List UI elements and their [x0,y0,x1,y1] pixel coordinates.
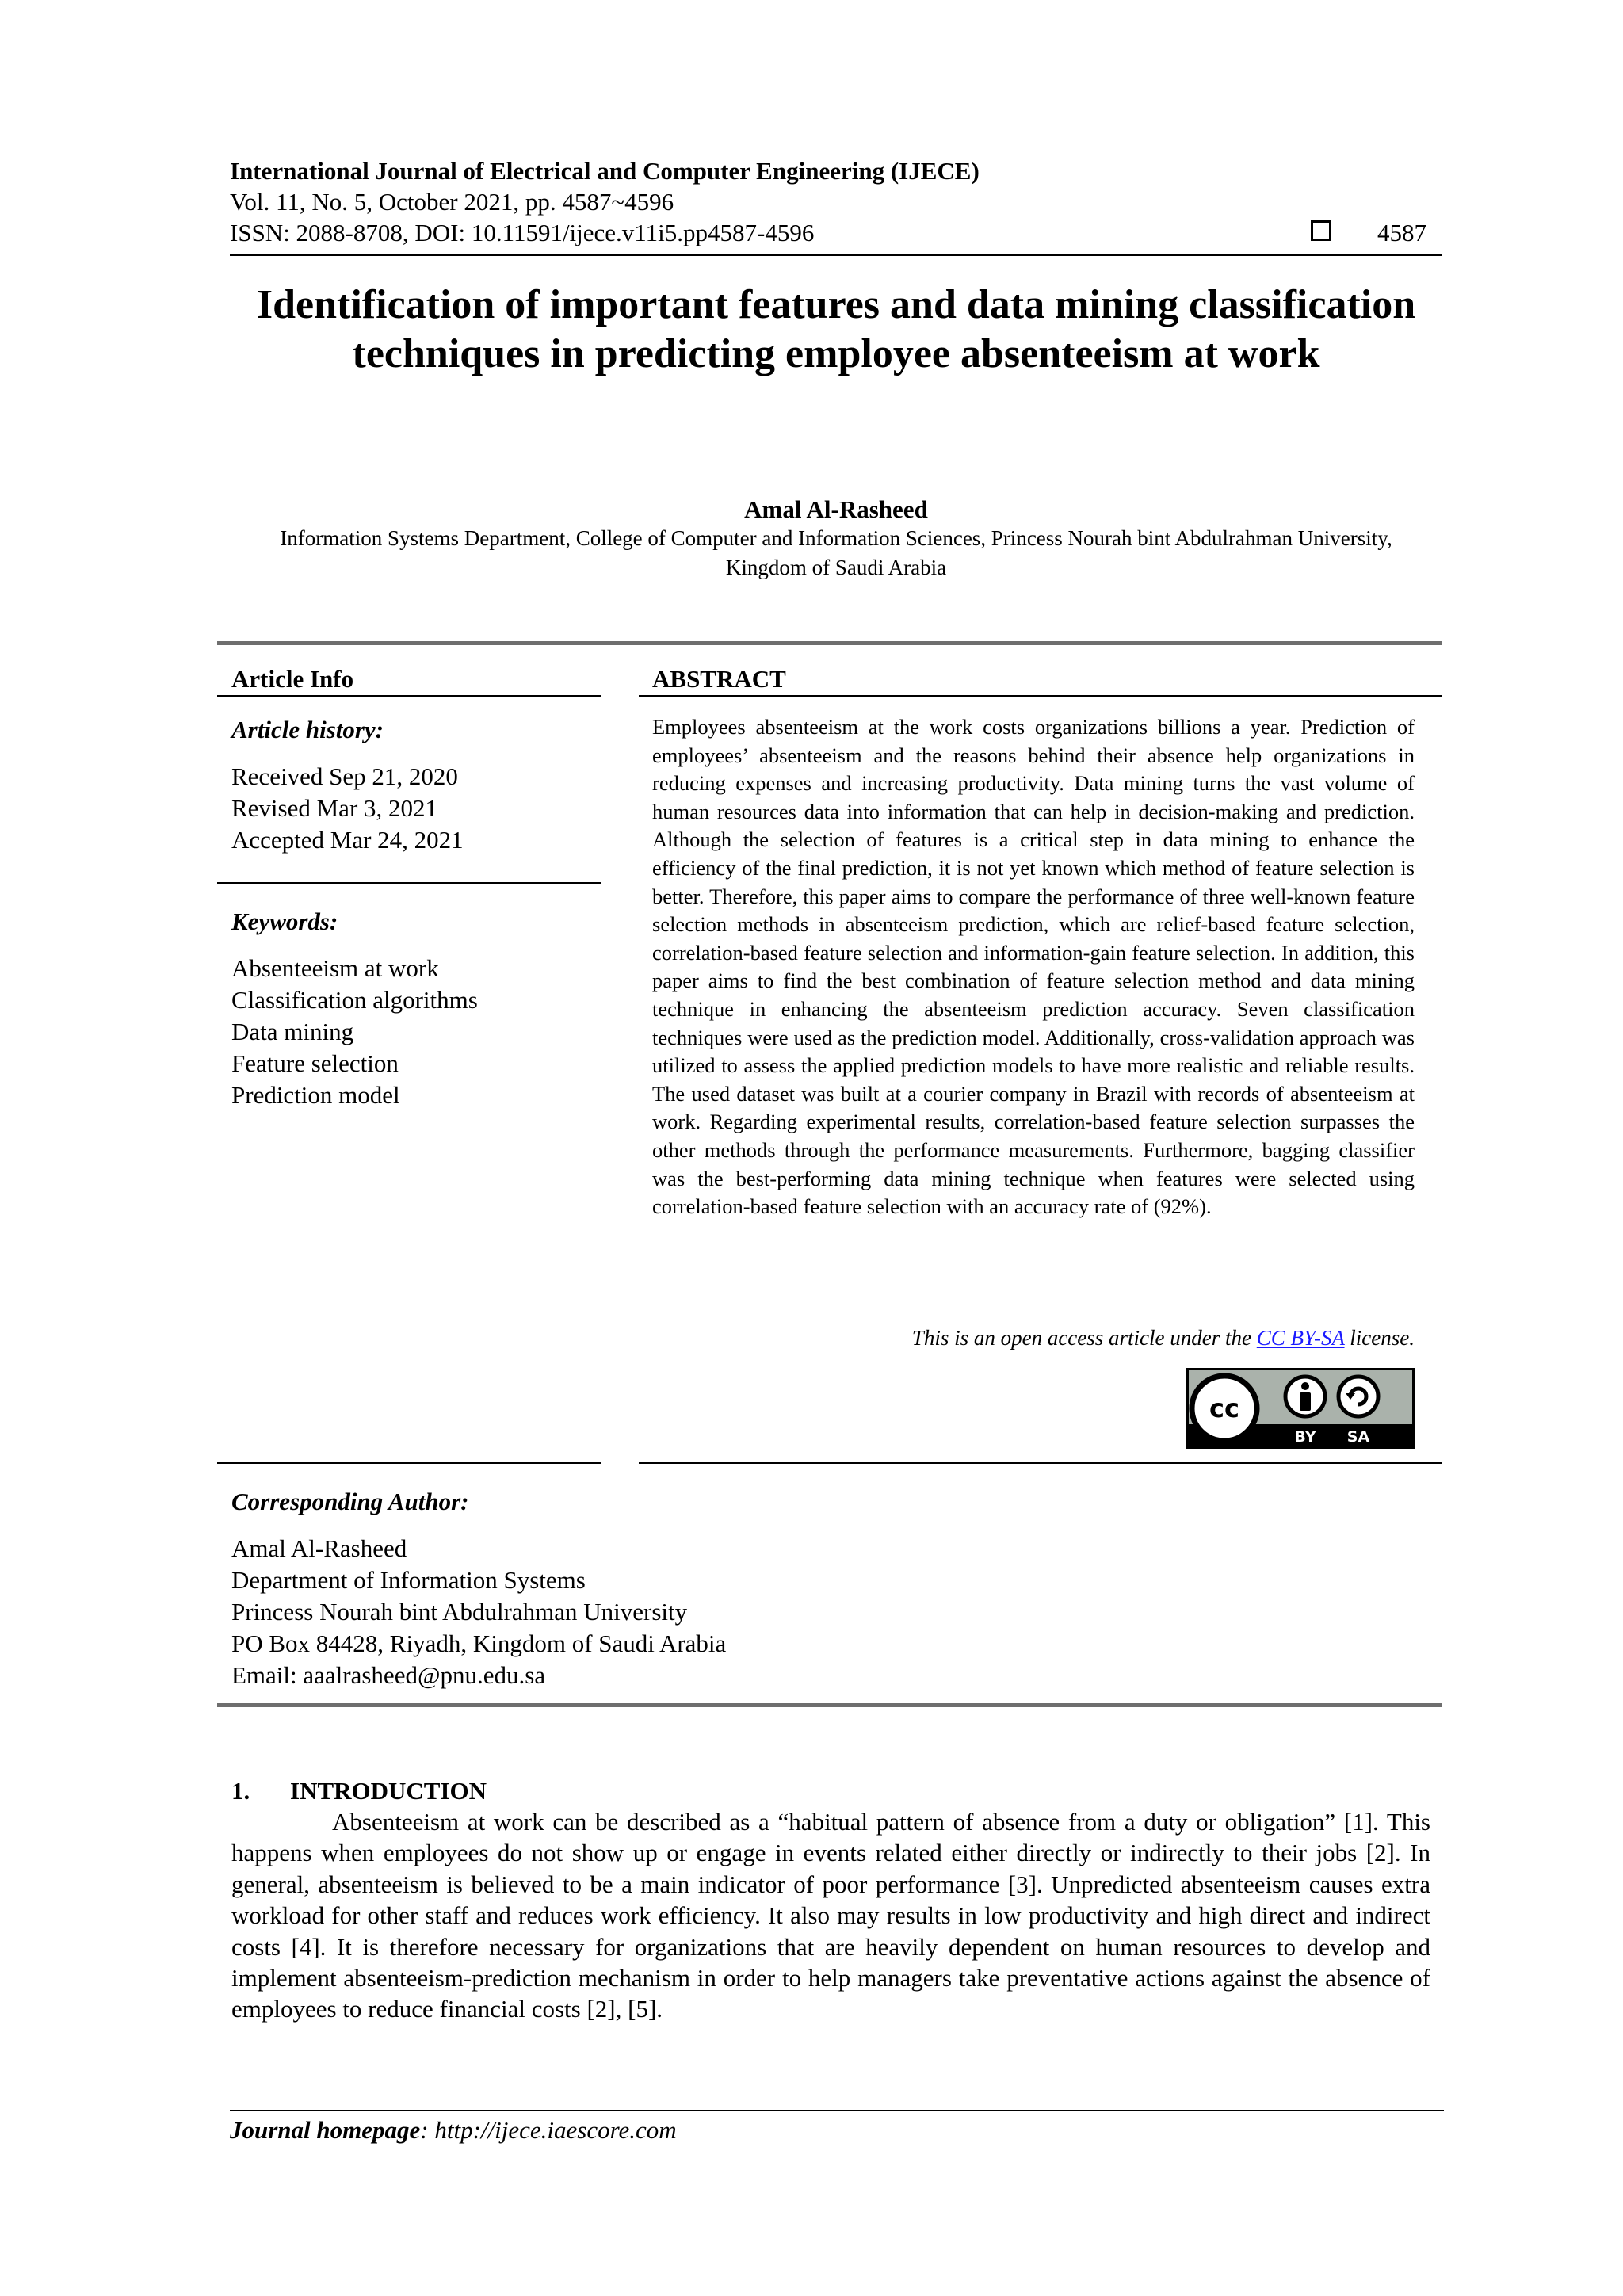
footer-rule [230,2110,1444,2111]
keywords-label: Keywords: [231,907,338,935]
badge-by-label: BY [1294,1428,1316,1446]
license-line [652,1324,1415,1352]
keyword-item: Prediction model [231,1081,400,1109]
corresponding-author-label: Corresponding Author: [231,1488,469,1515]
badge-sa-label: SA [1346,1428,1370,1446]
introduction-heading [231,1775,487,1806]
abstract-rule [639,695,1442,697]
keywords-rule [217,882,601,884]
cc-glyph: cc [1209,1393,1239,1423]
corresponding-author-details [231,1533,726,1691]
keyword-item: Classification algorithms [231,986,478,1014]
keyword-item: Feature selection [231,1049,399,1077]
cc-by-sa-badge-icon[interactable] [1186,1368,1415,1449]
article-info-rule [217,695,601,697]
info-top-rule [217,641,1442,645]
corresponding-name: Amal Al-Rasheed [231,1534,407,1562]
abstract-heading: ABSTRACT [652,665,786,693]
license-prefix: This is an open access article under the [911,1326,1257,1350]
journal-title: International Journal of Electrical and Computer Engineering (IJECE) [230,157,980,185]
section-title: INTRODUCTION [290,1777,487,1805]
corresponding-email[interactable]: Email: aaalrasheed@pnu.edu.sa [231,1661,546,1689]
corresponding-university: Princess Nourah bint Abdulrahman University [231,1598,688,1626]
abstract-bottom-rule [639,1462,1442,1464]
license-link[interactable]: CC BY-SA [1256,1326,1345,1350]
introduction-paragraph: Absenteeism at work can be described as a “habitual pattern of absence from a duty or obligation” [1]. This happens when employees do not show up or engage in events related either directly or indirectly to their jobs [2]. In general, absenteeism is believed to be a main indicator of poor performance [3]. Unpredicted absenteeism causes extra workload for other staff and reduces work efficiency. It also may results in low productivity and high direct and indirect costs [4]. It is therefore necessary for organizations that are heavily dependent on human resources to develop and implement absenteeism-prediction mechanism in order to help managers take preventative actions against the absence of employees to reduce financial costs [2], [5]. [231,1808,1430,2023]
article-info-heading: Article Info [231,665,354,693]
journal-homepage-label: Journal homepage [230,2116,421,2144]
keyword-item: Data mining [231,1018,354,1045]
author-name: Amal Al-Rasheed [744,495,928,523]
history-received: Received Sep 21, 2020 [231,762,458,790]
keyword-item: Absenteeism at work [231,954,439,982]
license-suffix: license. [1344,1326,1415,1350]
page-box-icon [1311,220,1331,241]
section-number: 1. [231,1777,250,1805]
keywords-list [231,953,478,1111]
corresponding-address: PO Box 84428, Riyadh, Kingdom of Saudi Arabia [231,1629,727,1657]
article-history-label: Article history: [231,716,384,743]
info-bottom-rule [217,1703,1442,1707]
history-accepted: Accepted Mar 24, 2021 [231,826,464,854]
corresponding-department: Department of Information Systems [231,1566,586,1594]
history-revised: Revised Mar 3, 2021 [231,794,438,822]
paper-title: Identification of important features and data mining classification techniques in predicting employee absenteeism at work [256,282,1416,376]
header-rule [230,254,1442,256]
journal-homepage [230,2115,677,2146]
article-history-list [231,761,464,856]
article-info-bottom-rule [217,1462,601,1464]
author-affiliation: Information Systems Department, College of Computer and Information Sciences, Princess Nourah bint Abdulrahman University, Kingdom of Saudi Arabia [280,526,1392,579]
journal-volume: Vol. 11, No. 5, October 2021, pp. 4587~4596 [230,188,674,216]
journal-issn-doi: ISSN: 2088-8708, DOI: 10.11591/ijece.v11i5.pp4587-4596 [230,219,815,246]
abstract-text: Employees absenteeism at the work costs organizations billions a year. Prediction of employees’ absenteeism and the reasons behind their absence help organizations in reducing expenses and increasing productivity. Data mining turns the vast volume of human resources data into information that can help in decision-making and prediction. Although the selection of features is a critical step in data mining to enhance the efficiency of the final prediction, it is not yet known which method of feature selection is better. Therefore, this paper aims to compare the performance of three well-known feature selection methods in absenteeism prediction, which are relief-based feature selection, correlation-based feature selection and information-gain feature selection. In addition, this paper aims to find the best combination of feature selection method and data mining technique in enhancing the absenteeism prediction accuracy. Seven classification techniques were used as the prediction model. Additionally, cross-validation approach was utilized to assess the applied prediction models to have more realistic and reliable results. The used dataset was built at a courier company in Brazil with records of absenteeism at work. Regarding experimental results, correlation-based feature selection surpasses the other methods through the performance measurements. Furthermore, bagging classifier was the best-performing data mining technique when features were selected using correlation-based feature selection with an accuracy rate of (92%). [652,715,1415,1219]
journal-homepage-url[interactable]: : http://ijece.iaescore.com [420,2116,677,2144]
page-number: 4587 [1377,219,1426,246]
